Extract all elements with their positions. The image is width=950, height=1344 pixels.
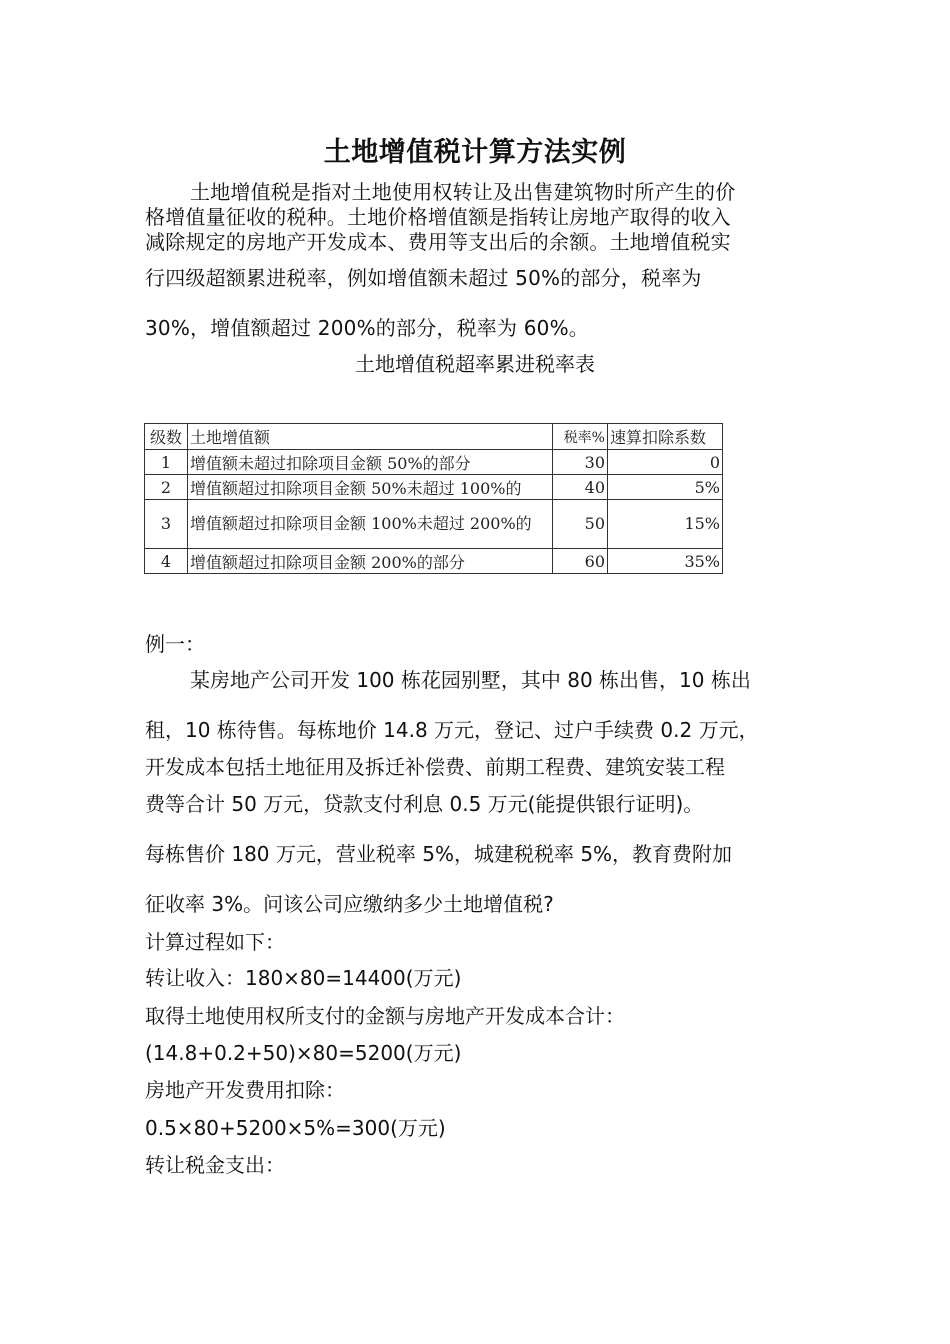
- table-row: [145, 475, 723, 500]
- row-deduction: 5%: [608, 475, 723, 500]
- row-range: 增值额超过扣除项目金额 50%未超过 100%的: [188, 475, 553, 500]
- row-level: 2: [145, 475, 188, 500]
- row-range: 增值额未超过扣除项目金额 50%的部分: [188, 450, 553, 475]
- table-row: [145, 450, 723, 475]
- row-deduction: 0: [608, 450, 723, 475]
- document-title: 土地增值税计算方法实例: [323, 137, 627, 168]
- example-line-3: 开发成本包括土地征用及拆迁补偿费、前期工程费、建筑安装工程: [145, 755, 725, 779]
- calc-step-1: 转让收入：180×80=14400(万元): [145, 966, 462, 990]
- example-heading: 例一：: [145, 632, 205, 656]
- row-level: 3: [145, 500, 188, 549]
- calc-heading: 计算过程如下：: [145, 930, 285, 954]
- calc-step-2-label: 取得土地使用权所支付的金额与房地产开发成本合计：: [145, 1004, 625, 1028]
- example-line-5: 每栋售价 180 万元，营业税率 5%，城建税税率 5%，教育费附加: [145, 842, 733, 866]
- example-line-1: 某房地产公司开发 100 栋花园别墅，其中 80 栋出售，10 栋出: [190, 668, 751, 692]
- table-title: 土地增值税超率累进税率表: [355, 352, 595, 376]
- example-line-4: 费等合计 50 万元，贷款支付利息 0.5 万元(能提供银行证明)。: [145, 792, 704, 816]
- intro-line-2: 格增值量征收的税种。土地价格增值额是指转让房地产取得的收入: [145, 205, 731, 229]
- header-deduction: 速算扣除系数: [608, 424, 723, 450]
- tax-rate-table: [144, 423, 723, 574]
- calc-step-4-label: 转让税金支出：: [145, 1153, 285, 1177]
- row-deduction: 35%: [608, 549, 723, 574]
- row-rate: 30: [553, 450, 608, 475]
- table-header-row: [145, 424, 723, 450]
- row-rate: 40: [553, 475, 608, 500]
- header-range: 土地增值额: [188, 424, 553, 450]
- table-row: [145, 500, 723, 549]
- header-rate: 税率%: [553, 424, 608, 450]
- row-range: 增值额超过扣除项目金额 100%未超过 200%的: [188, 500, 553, 549]
- example-line-6: 征收率 3%。问该公司应缴纳多少土地增值税?: [145, 892, 554, 916]
- calc-step-3: 0.5×80+5200×5%=300(万元): [145, 1116, 446, 1140]
- calc-step-2: (14.8+0.2+50)×80=5200(万元): [145, 1041, 462, 1065]
- example-line-2: 租，10 栋待售。每栋地价 14.8 万元，登记、过户手续费 0.2 万元，: [145, 718, 759, 742]
- table-row: [145, 549, 723, 574]
- row-rate: 60: [553, 549, 608, 574]
- header-level: 级数: [145, 424, 188, 450]
- row-deduction: 15%: [608, 500, 723, 549]
- intro-line-3: 减除规定的房地产开发成本、费用等支出后的余额。土地增值税实: [145, 230, 731, 254]
- intro-line-1: 土地增值税是指对土地使用权转让及出售建筑物时所产生的价: [190, 180, 736, 204]
- row-level: 1: [145, 450, 188, 475]
- row-rate: 50: [553, 500, 608, 549]
- intro-line-4: 行四级超额累进税率，例如增值额未超过 50%的部分，税率为: [145, 266, 702, 290]
- row-level: 4: [145, 549, 188, 574]
- intro-line-5: 30%，增值额超过 200%的部分，税率为 60%。: [145, 316, 589, 340]
- calc-step-3-label: 房地产开发费用扣除：: [145, 1078, 345, 1102]
- row-range: 增值额超过扣除项目金额 200%的部分: [188, 549, 553, 574]
